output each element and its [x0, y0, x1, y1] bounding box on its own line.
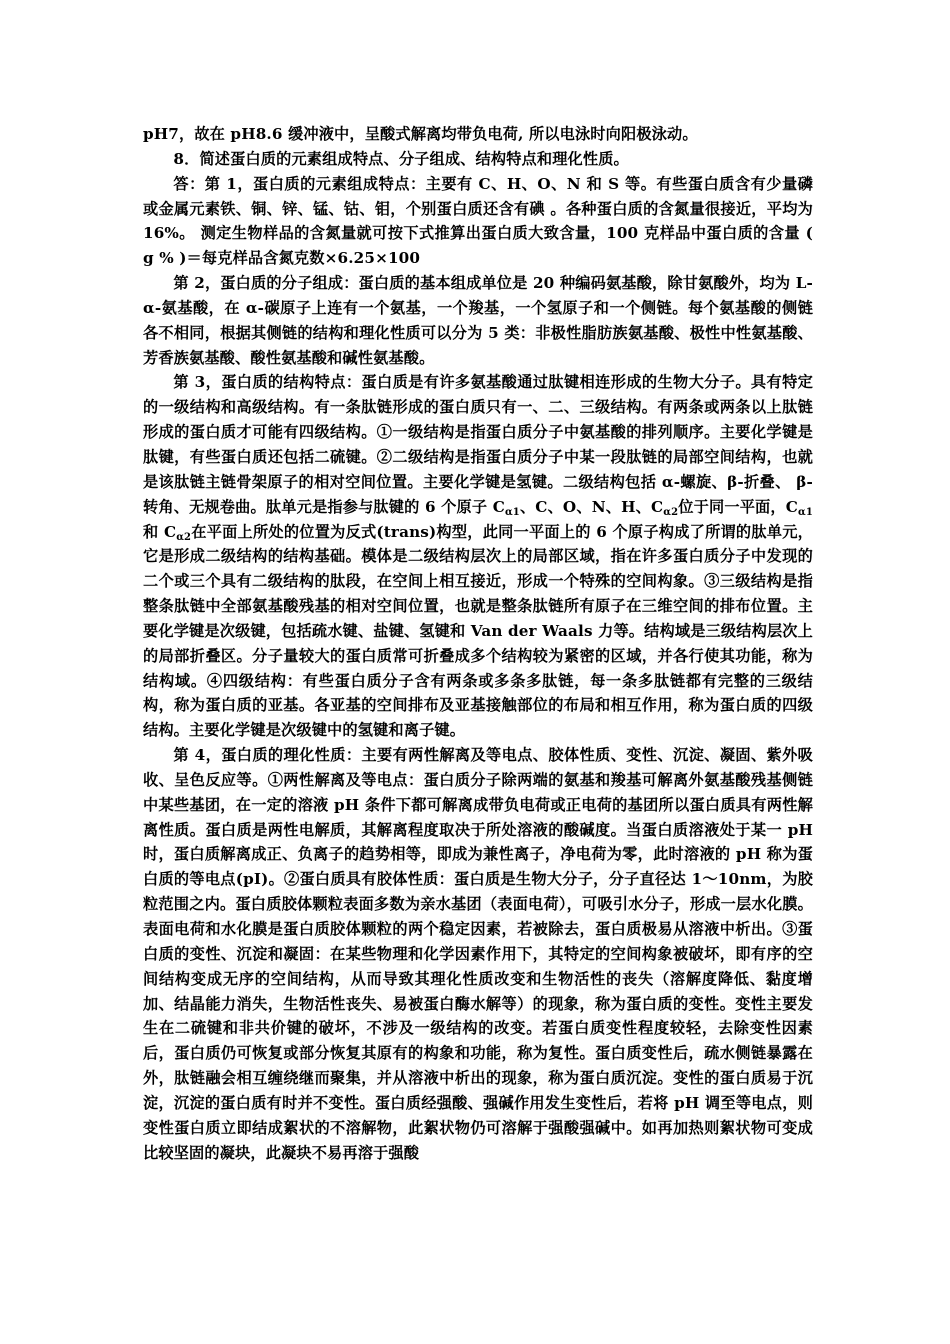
paragraph-continued: pH7，故在 pH8.6 缓冲液中，呈酸式解离均带负电荷, 所以电泳时向阳极泳动。 — [143, 125, 698, 143]
text-run: 第 3，蛋白质的结构特点：蛋白质是有许多氨基酸通过肽键相连形成的生物大分子。具有特定的一级结构和高级结构。有一条肽链形成的蛋白质只有一、二、三级结构。有两条或两条以上肽链形成的蛋白质才可能有四级结构。①一级结构是指蛋白质分子中氨基酸的排列顺序。主要化学键是肽键，有些蛋白质还包括二硫键。②二级结构是指蛋白质分子中某一段肽链的局部空间结构，也就是该肽链主链骨架原子的相对空间位置。主要化学键是氢键。二级结构包括 α-螺旋、β-折叠、 β-转角、无规卷曲。肽单元是指参与肽键的 6 个原子 C — [143, 373, 813, 516]
text-run: 位于同一平面，C — [678, 497, 799, 516]
text-run: 和 C — [143, 522, 177, 541]
subscript: α1 — [504, 506, 520, 518]
paragraph-structure — [143, 370, 813, 743]
question-heading: 8．简述蛋白质的元素组成特点、分子组成、结构特点和理化性质。 — [173, 149, 629, 168]
subscript: α1 — [798, 506, 813, 518]
paragraph-physicochemical: 第 4，蛋白质的理化性质：主要有两性解离及等电点、胶体性质、变性、沉淀、凝固、紫外吸收、呈色反应等。①两性解离及等电点：蛋白质分子除两端的氨基和羧基可解离外氨基酸残基侧链中某些基团，在一定的溶液 pH 条件下都可解离成带负电荷或正电荷的基团所以蛋白质具有两性解离性质。蛋白质是两性电解质，其解离程度取决于所处溶液的酸碱度。当蛋白质溶液处于某一 pH 时，蛋白质解离成正、负离子的趋势相等，即成为兼性离子，净电荷为零，此时溶液的 pH 称为蛋白质的等电点(pI)。②蛋白质具有胶体性质：蛋白质是生物大分子，分子直径达 1～10nm，为胶粒范围之内。蛋白质胶体颗粒表面多数为亲水基团（表面电荷），可吸引水分子，形成一层水化膜。表面电荷和水化膜是蛋白质胶体颗粒的两个稳定因素，若被除去，蛋白质极易从溶液中析出。③蛋白质的变性、沉淀和凝固：在某些物理和化学因素作用下，其特定的空间构象被破坏，即有序的空间结构变成无序的空间结构，从而导致其理化性质改变和生物活性的丧失（溶解度降低、黏度增加、结晶能力消失，生物活性丧失、易被蛋白酶水解等）的现象，称为蛋白质的变性。变性主要发生在二硫键和非共价键的破坏，不涉及一级结构的改变。若蛋白质变性程度较轻，去除变性因素后，蛋白质仍可恢复或部分恢复其原有的构象和功能，称为复性。蛋白质变性后，疏水侧链暴露在外，肽链融会相互缠绕继而聚集，并从溶液中析出的现象，称为蛋白质沉淀。变性的蛋白质易于沉淀，沉淀的蛋白质有时并不变性。蛋白质经强酸、强碱作用发生变性后，若将 pH 调至等电点，则变性蛋白质立即结成絮状的不溶解物，此絮状物仍可溶解于强酸强碱中。如再加热则絮状物可变成比较坚固的凝块，此凝块不易再溶于强酸 — [143, 746, 813, 1162]
paragraph-molecular-composition: 第 2，蛋白质的分子组成：蛋白质的基本组成单位是 20 种编码氨基酸，除甘氨酸外，均为 L-α-氨基酸，在 α-碳原子上连有一个氨基，一个羧基，一个氢原子和一个侧链。每个氨基酸的侧链各不相同，根据其侧链的结构和理化性质可以分为 5 类：非极性脂肪族氨基酸、极性中性氨基酸、芳香族氨基酸、酸性氨基酸和碱性氨基酸。 — [143, 274, 813, 367]
text-run: 在平面上所处的位置为反式(trans)构型，此同一平面上的 6 个原子构成了所谓的肽单元，它是形成二级结构的结构基础。模体是二级结构层次上的局部区域，指在许多蛋白质分子中发现的二个或三个具有二级结构的肽段，在空间上相互接近，形成一个特殊的空间构象。③三级结构是指整条肽链中全部氨基酸残基的相对空间位置，也就是整条肽链所有原子在三维空间的排布位置。主要化学键是次级键，包括疏水键、盐键、氢键和 Van der Waals 力等。结构域是三级结构层次上的局部折叠区。分子量较大的蛋白质常可折叠成多个结构较为紧密的区域，并各行使其功能，称为结构域。④四级结构：有些蛋白质分子含有两条或多条多肽链，每一条多肽链都有完整的三级结构，称为蛋白质的亚基。各亚基的空间排布及亚基接触部位的布局和相互作用，称为蛋白质的四级结构。主要化学键是次级键中的氢键和离子键。 — [143, 522, 813, 740]
paragraph-element-composition: 答：第 1，蛋白质的元素组成特点：主要有 C、H、O、N 和 S 等。有些蛋白质含有少量磷或金属元素铁、铜、锌、锰、钴、钼，个别蛋白质还含有碘 。各种蛋白质的含氮量很接近，平均为 16%。 测定生物样品的含氮量就可按下式推算出蛋白质大致含量，100 克样品中蛋白质的含量 ( g % )＝每克样品含氮克数×6.25×100 — [143, 174, 813, 268]
subscript: α2 — [663, 506, 679, 518]
document-body — [143, 122, 813, 1165]
text-run: 、C、O、N、H、C — [519, 497, 664, 516]
subscript: α2 — [176, 531, 192, 543]
